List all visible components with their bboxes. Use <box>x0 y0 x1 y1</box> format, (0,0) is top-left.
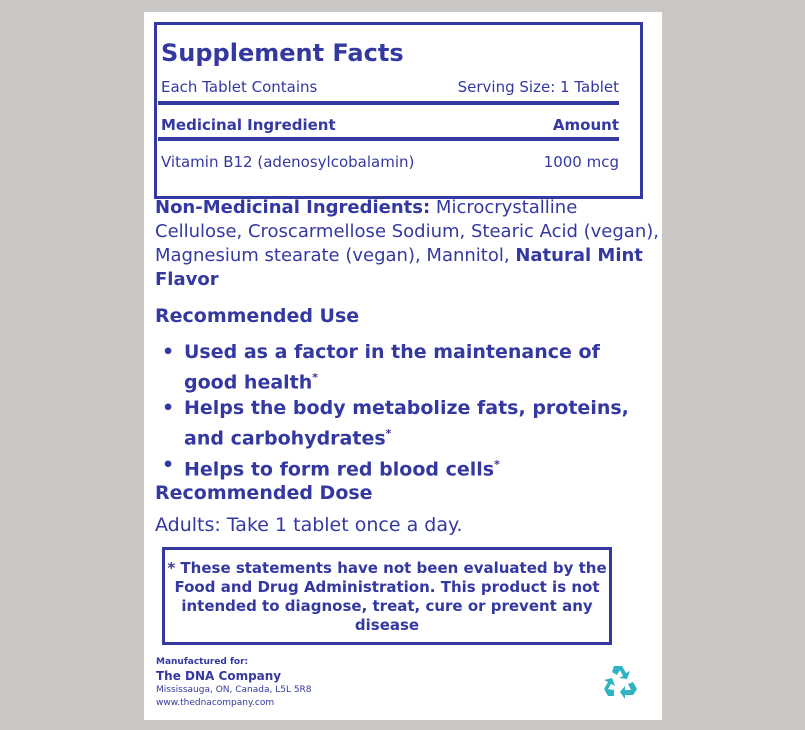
recommended-dose-title: Recommended Dose <box>155 482 373 504</box>
manufacturer-url: www.thednacompany.com <box>156 698 275 708</box>
facts-divider <box>158 137 619 141</box>
ingredient-amount: 1000 mcg <box>543 153 619 171</box>
facts-divider <box>158 101 619 105</box>
manufacturer-info <box>156 656 456 710</box>
use-text: Helps the body metabolize fats, proteins, and carbohydrates <box>184 397 629 450</box>
footnote-mark: * <box>494 457 500 471</box>
use-text: Helps to form red blood cells <box>184 457 495 480</box>
column-ingredient: Medicinal Ingredient <box>161 116 336 134</box>
facts-title: Supplement Facts <box>161 39 404 67</box>
non-medicinal-list: Microcrystalline Cellulose, Croscarmellose Sodium, Stearic Acid (vegan), Magnesium stearate (vegan), Mannitol, <box>155 197 659 266</box>
facts-subheader <box>161 78 619 96</box>
ingredient-name: Vitamin B12 (adenosylcobalamin) <box>161 153 415 171</box>
list-item <box>162 339 642 395</box>
footnote-mark: * <box>312 371 319 384</box>
manufactured-for-label: Manufactured for: <box>156 657 249 667</box>
recommended-use-title: Recommended Use <box>155 305 360 327</box>
supplement-label <box>144 12 662 720</box>
each-tablet-label: Each Tablet Contains <box>161 78 318 96</box>
footnote-mark: * <box>385 427 392 441</box>
list-item <box>162 395 642 451</box>
list-item <box>162 452 642 482</box>
non-medicinal-ingredients <box>155 196 660 292</box>
recycle-icon <box>600 660 640 700</box>
column-amount: Amount <box>552 116 619 134</box>
serving-size: Serving Size: 1 Tablet <box>457 78 619 96</box>
manufacturer-name: The DNA Company <box>156 669 282 683</box>
use-text: Used as a factor in the maintenance of good health <box>184 341 600 394</box>
manufacturer-address: Mississauga, ON, Canada, L5L 5R8 <box>156 685 312 695</box>
recommended-use-list <box>162 339 642 482</box>
facts-column-headers <box>161 116 619 134</box>
fda-disclaimer: * These statements have not been evaluated by the Food and Drug Administration. This product is not intended to diagnose, treat, cure or prevent any disease <box>162 547 612 645</box>
table-row <box>161 153 619 171</box>
non-medicinal-label: Non-Medicinal Ingredients: <box>155 197 431 218</box>
recommended-dose-text: Adults: Take 1 tablet once a day. <box>155 514 463 536</box>
non-medicinal-last: Natural Mint Flavor <box>155 245 643 290</box>
